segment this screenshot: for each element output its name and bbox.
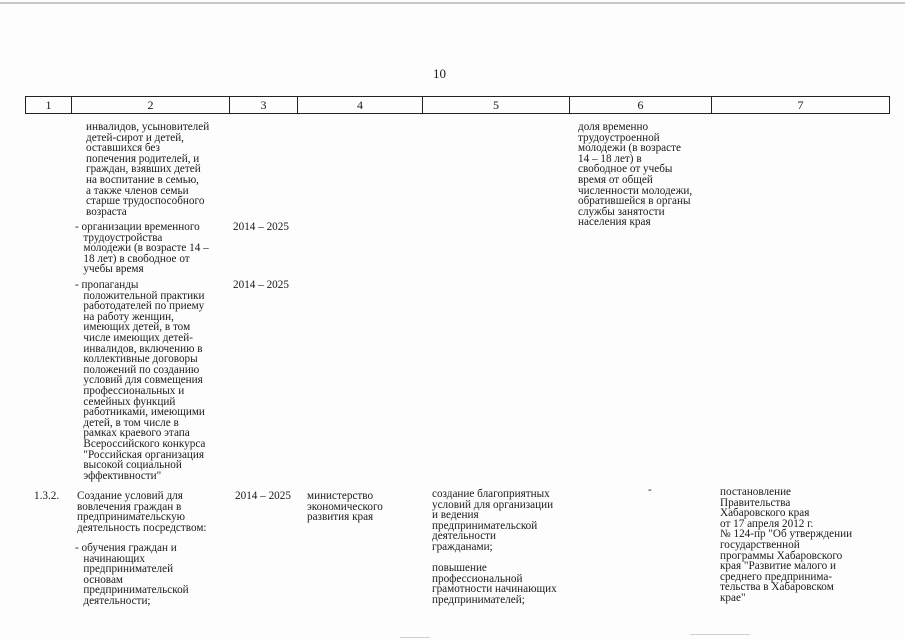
executor-cell: министерство экономического развития края <box>307 490 383 524</box>
column-header: 7 <box>712 97 890 114</box>
result-text: повышение профессиональной грамотности начинающих предпринимателей; <box>432 562 557 606</box>
list-item: - обучения граждан и начинающих предпринимателей основам предпринимательской деятельности; <box>75 542 189 607</box>
period-cell: 2014 – 2025 <box>233 279 289 291</box>
period-cell: 2014 – 2025 <box>235 490 291 502</box>
page-number: 10 <box>433 66 446 81</box>
column-header: 1 <box>26 97 72 114</box>
column-header: 6 <box>570 97 712 114</box>
scan-artifact <box>690 634 750 635</box>
list-item: - пропаганды положительной практики работодателей по приему на работу женщин, имеющих детей, в том числе имеющих детей- инвалидов, включению в коллективные договоры положений по созданию условий для совмещения профессиональных и семейных функций работниками, имеющими детей, в том числе в рамках краевого этапа Всероссийского конкурса "Российская организация высокой социальной эффективности" <box>75 279 206 482</box>
column-header-row <box>25 96 890 114</box>
indicator-text: доля временно трудоустроенной молодежи (в возрасте 14 – 18 лет) в свободное от учебы время от общей численности молодежи, обратившейся в органы службы занятости населения края <box>578 121 693 229</box>
continuation-text: инвалидов, усыновителей детей-сирот и детей, оставшихся без попечения родителей, и граждан, взявших детей на воспитание в семью, а также членов семьи старше трудоспособного возраста <box>86 121 210 218</box>
row-number: 1.3.2. <box>34 490 60 502</box>
legal-basis-cell: постановление Правительства Хабаровского края от 17 апреля 2012 г. № 124-пр "Об утверждении государственной программы Хабаровского края "Развитие малого и среднего предпринима- тельства в Хабаровском крае" <box>720 486 853 604</box>
result-text: создание благоприятных условий для организации и ведения предпринимательской деятельности гражданами; <box>432 488 554 553</box>
list-item: - организации временного трудоустройства молодежи (в возрасте 14 – 18 лет) в свободное от учебы время <box>75 221 209 276</box>
period-cell: 2014 – 2025 <box>233 221 289 233</box>
column-header: 4 <box>298 97 423 114</box>
scan-artifact <box>400 637 430 638</box>
column-header: 3 <box>230 97 298 114</box>
scan-border <box>0 2 905 4</box>
column-header: 5 <box>423 97 570 114</box>
column-header: 2 <box>72 97 230 114</box>
indicator-cell: - <box>648 484 652 496</box>
row-title: Создание условий для вовлечения граждан в предпринимательскую деятельность посредством: <box>77 490 207 534</box>
